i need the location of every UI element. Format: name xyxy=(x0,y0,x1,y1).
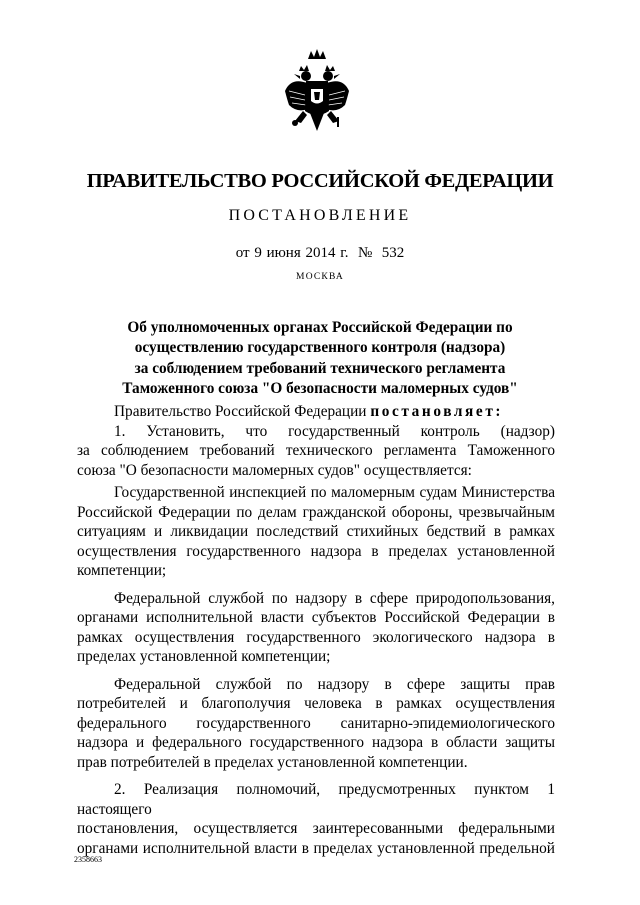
paragraph-3: Федеральной службой по надзору в сфере природопользования, органами исполнительной власти субъектов Российской Федерации в рамках осуществления государственного экологического надзора в пределах установленной компетенции; xyxy=(77,589,555,665)
document-number: 2358663 xyxy=(74,855,102,864)
paragraph-5-line-1: 2. Реализация полномочий, предусмотренных пунктом 1 настоящего xyxy=(77,781,555,818)
subject-line: осуществлению государственного контроля (надзора) xyxy=(134,339,506,357)
paragraph-5-line-2: постановления, осуществляется заинтересованными федеральными xyxy=(77,820,555,837)
decree-word: постановляет: xyxy=(370,403,504,420)
government-title: ПРАВИТЕЛЬСТВО РОССИЙСКОЙ ФЕДЕРАЦИИ xyxy=(86,170,554,192)
document-type: ПОСТАНОВЛЕНИЕ xyxy=(228,207,412,224)
city-name: МОСКВА xyxy=(296,272,344,282)
paragraph-1-first-line: 1. Установить, что государственный контроль (надзор) xyxy=(114,422,555,440)
subject-line: Об уполномоченных органах Российской Федерации по xyxy=(127,319,513,336)
paragraph-4: Федеральной службой по надзору в сфере защиты прав потребителей и благополучия человека в рамках осуществления федерального государственного санитарно-эпидемиологического надзора и федерального государственного надзора в области защиты прав потребителей в пределах установленной компетенции. xyxy=(77,675,555,771)
paragraph-2: Государственной инспекцией по маломерным судам Министерства Российской Федерации по делам гражданской обороны, чрезвычайным ситуациям и ликвидации последствий стихийных бедствий в рамках осуществления государственного надзора в пределах установленной компетенции; xyxy=(77,484,555,579)
subject-line: за соблюдением требований технического регламента xyxy=(134,359,506,377)
coat-of-arms-icon xyxy=(277,47,357,143)
intro-paragraph xyxy=(77,402,555,422)
document-subject xyxy=(0,318,640,399)
subject-line: Таможенного союза "О безопасности маломерных судов" xyxy=(122,379,518,397)
date-and-number: от 9 июня 2014 г. № 532 xyxy=(235,245,405,261)
intro-text: Правительство Российской Федерации xyxy=(114,403,371,420)
paragraph-5-line-3: органами исполнительной власти в пределах установленной предельной xyxy=(77,839,555,857)
document-body xyxy=(77,402,555,858)
paragraph-1-continuation: за соблюдением требований технического регламента Таможенного союза "О безопасности маломерных судов" осуществляется: xyxy=(77,442,555,479)
